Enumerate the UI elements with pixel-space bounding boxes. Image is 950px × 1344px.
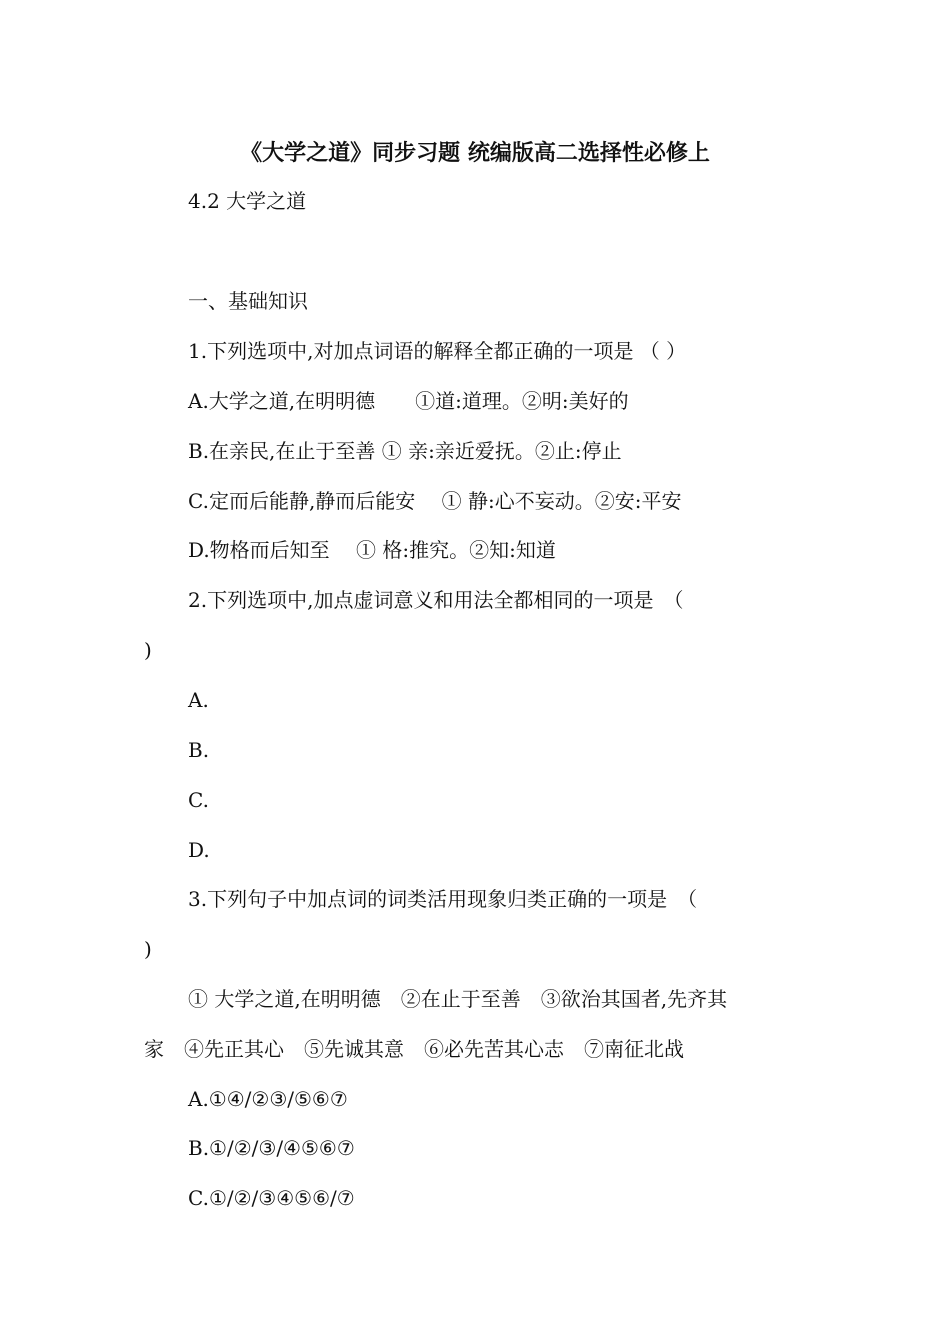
- question-2-stem-continuation: ): [144, 638, 152, 662]
- lesson-heading: 4.2 大学之道: [188, 189, 307, 213]
- document-title: 《大学之道》同步习题 统编版高二选择性必修上: [240, 141, 710, 166]
- question-3-sentences-line-2: 家 ④先正其心 ⑤先诚其意 ⑥必先苦其心志 ⑦南征北战: [144, 1037, 684, 1061]
- question-3-stem: 3.下列句子中加点词的词类活用现象归类正确的一项是 （: [188, 887, 698, 911]
- question-1-option-a: A.大学之道,在明明德 ①道:道理。②明:美好的: [188, 389, 629, 413]
- question-1-option-c: C.定而后能静,静而后能安 ① 静:心不妄动。②安:平安: [188, 489, 682, 513]
- question-1-option-d: D.物格而后知至 ① 格:推究。②知:知道: [188, 538, 556, 562]
- question-2-option-b: B.: [188, 738, 210, 762]
- question-3-option-a: A.①④/②③/⑤⑥⑦: [188, 1087, 348, 1111]
- question-2-option-d: D.: [188, 838, 210, 862]
- question-3-option-c: C.①/②/③④⑤⑥/⑦: [188, 1186, 355, 1210]
- question-3-option-b: B.①/②/③/④⑤⑥⑦: [188, 1136, 355, 1160]
- question-3-stem-continuation: ): [144, 937, 152, 961]
- question-1-option-b: B.在亲民,在止于至善 ① 亲:亲近爱抚。②止:停止: [188, 439, 622, 463]
- question-2-stem: 2.下列选项中,加点虚词意义和用法全都相同的一项是 （: [188, 588, 684, 612]
- question-3-sentences-line-1: ① 大学之道,在明明德 ②在止于至善 ③欲治其国者,先齐其: [188, 987, 728, 1011]
- question-2-option-c: C.: [188, 788, 209, 812]
- question-2-option-a: A.: [188, 688, 209, 712]
- section-heading: 一、基础知识: [188, 289, 308, 313]
- question-1-stem: 1.下列选项中,对加点词语的解释全都正确的一项是 （ ）: [188, 339, 687, 363]
